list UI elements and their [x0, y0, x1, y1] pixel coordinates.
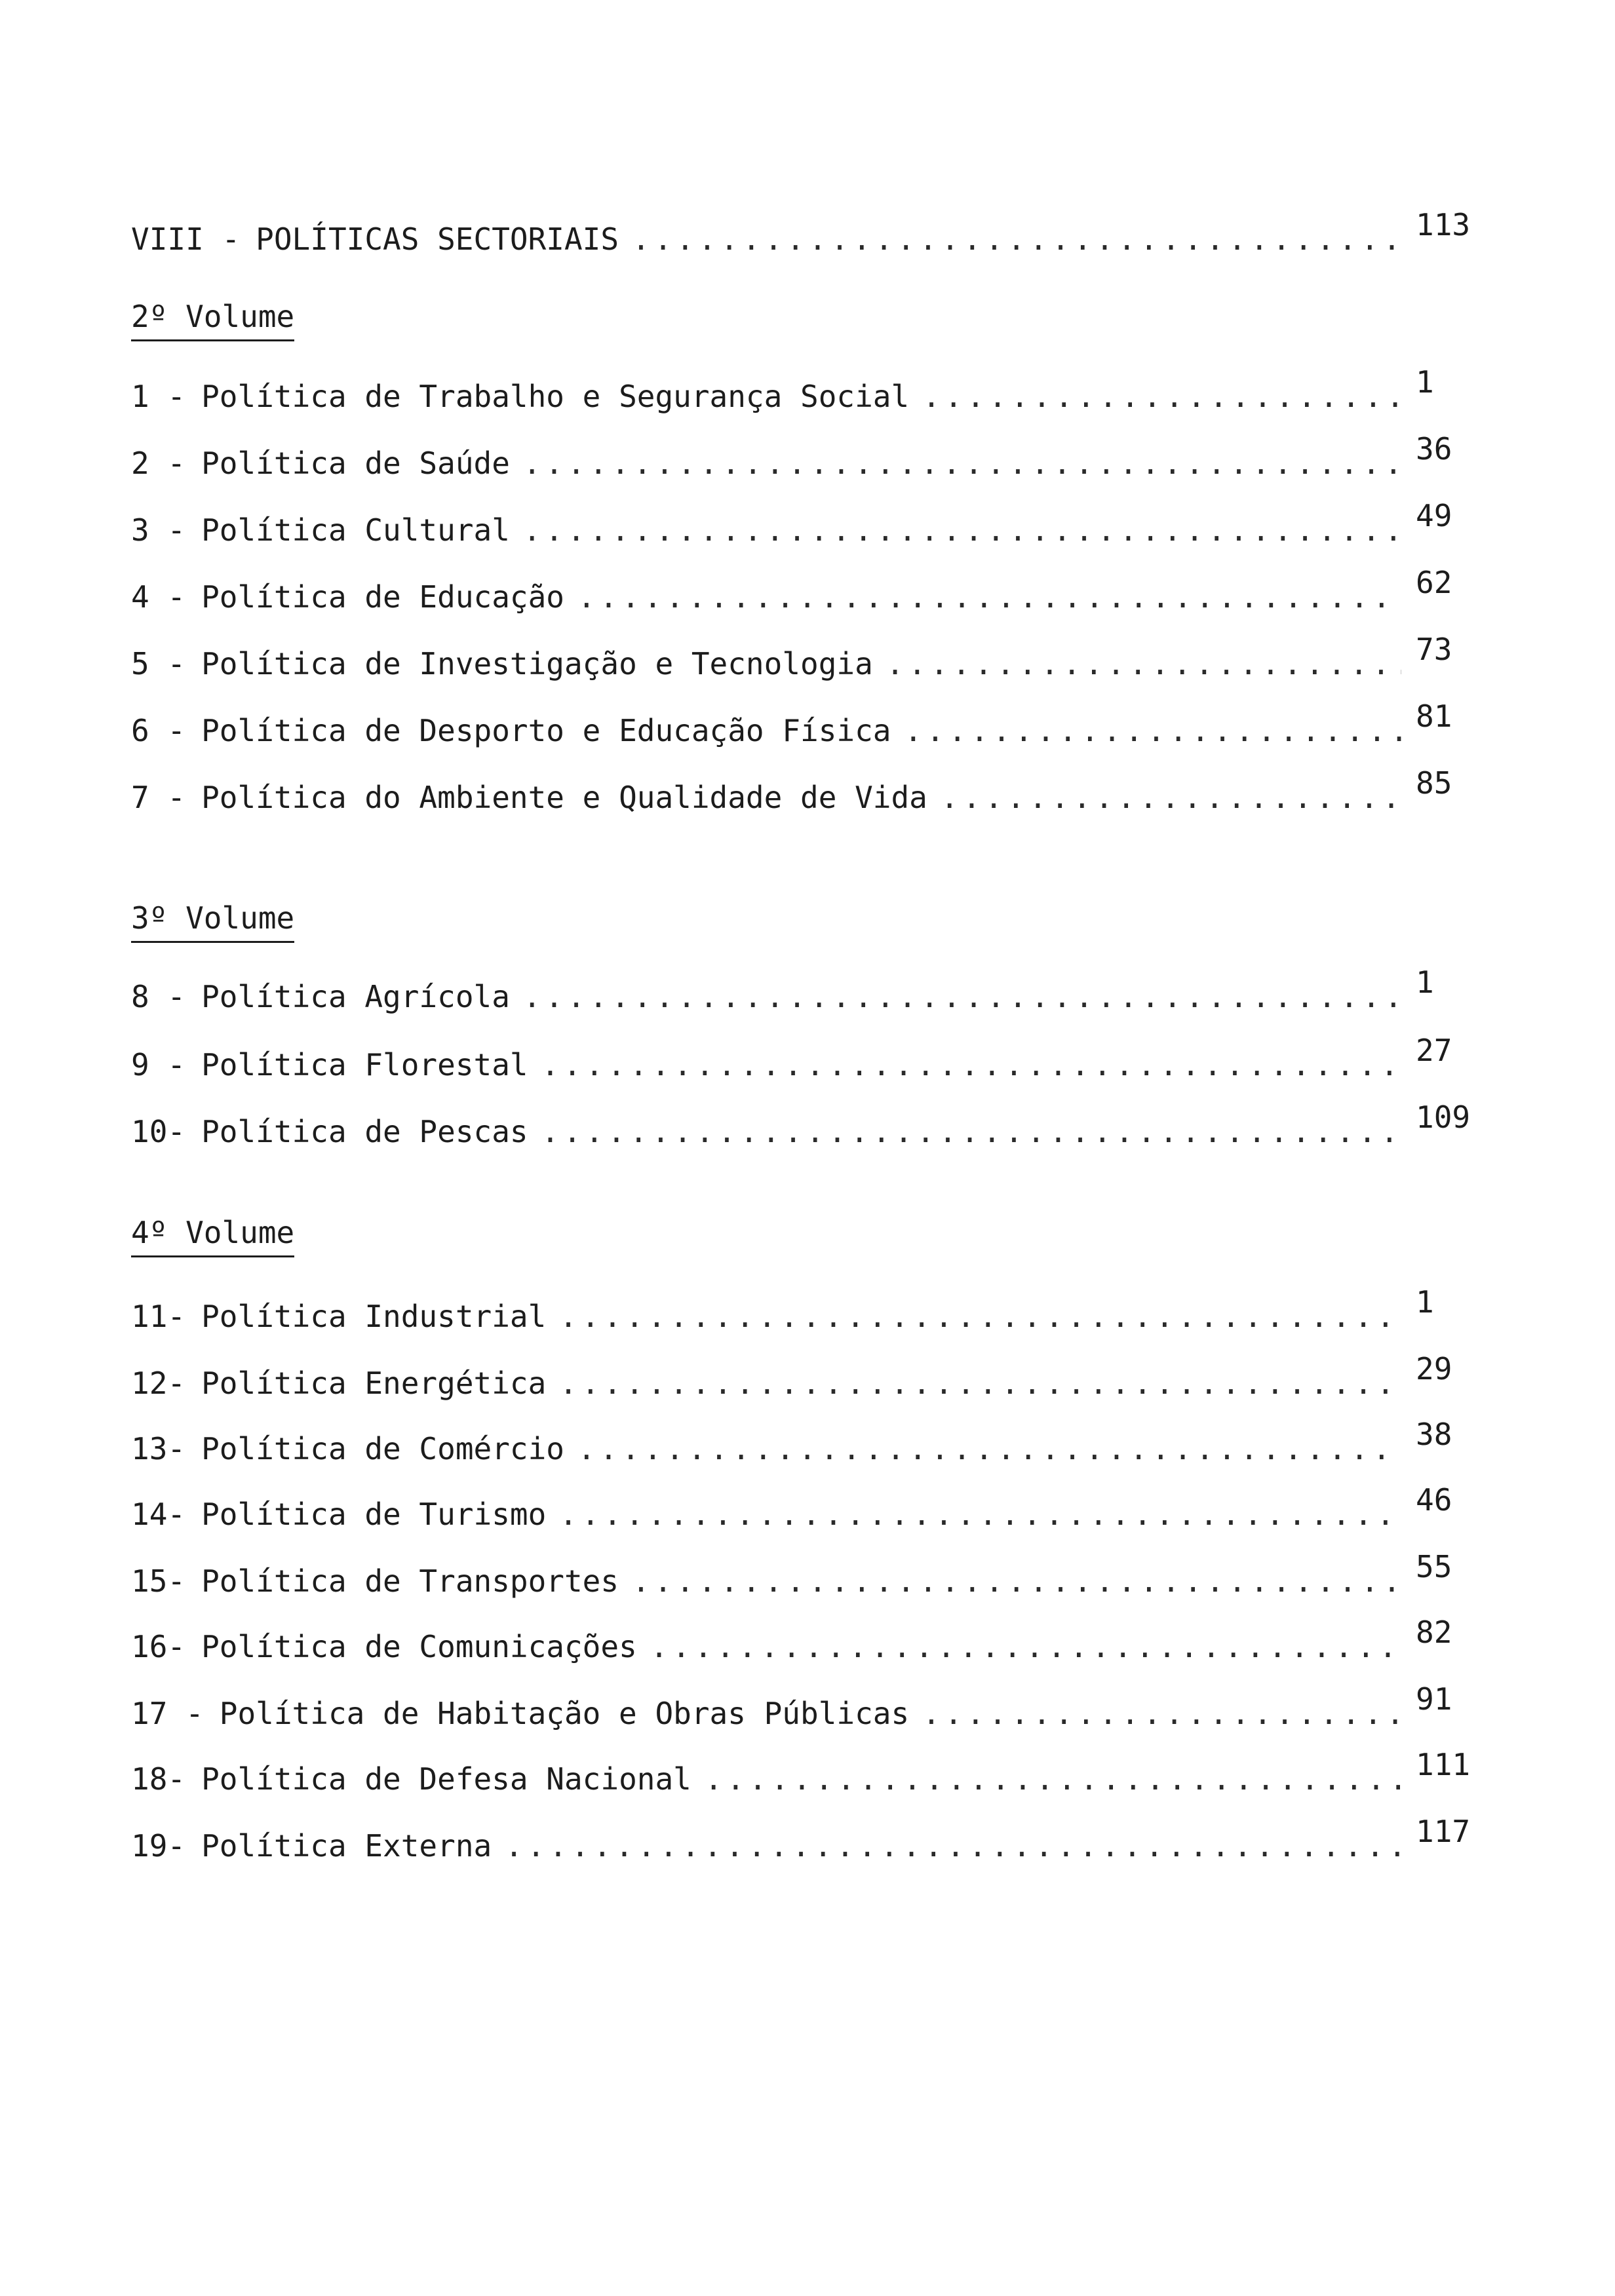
entry-number: 16- [131, 1629, 186, 1664]
dot-leader [632, 216, 1401, 262]
toc-entry [131, 965, 1494, 1020]
toc-entry [131, 1100, 1494, 1155]
toc-entry [131, 1747, 1494, 1802]
toc-entry [131, 1549, 1494, 1604]
entry-page-number: 117 [1416, 1814, 1471, 1849]
entry-page-number: 113 [1416, 207, 1471, 242]
entry-number: 15- [131, 1563, 186, 1599]
entry-number: 10- [131, 1114, 186, 1149]
dot-leader [904, 708, 1401, 754]
entry-page-number: 36 [1416, 431, 1452, 467]
entry-number: 6 - [131, 713, 186, 748]
dot-leader [523, 974, 1401, 1020]
entry-page-number: 73 [1416, 632, 1452, 667]
entry-number: 11- [131, 1299, 186, 1334]
dot-leader [559, 1360, 1401, 1406]
dot-leader [922, 1691, 1401, 1736]
entry-page-number: 1 [1416, 965, 1434, 1000]
entry-number: 2 - [131, 446, 186, 481]
entry-title: Política de Trabalho e Segurança Social [201, 379, 910, 414]
dot-leader [577, 1426, 1401, 1472]
toc-entry [131, 431, 1494, 486]
entry-title: Política de Habitação e Obras Públicas [219, 1696, 910, 1731]
entry-title: Política Cultural [201, 512, 510, 548]
entry-page-number: 49 [1416, 498, 1452, 533]
dot-leader [523, 440, 1401, 486]
entry-title: Política de Defesa Nacional [201, 1761, 691, 1797]
entry-number: 7 - [131, 780, 186, 815]
entry-page-number: 109 [1416, 1100, 1471, 1135]
toc-entry [131, 1033, 1494, 1088]
entry-title: Política de Educação [201, 579, 564, 615]
entry-title: Política Industrial [201, 1299, 547, 1334]
entry-number: VIII - [131, 221, 241, 257]
entry-title: Política de Comércio [201, 1431, 564, 1466]
entry-title: Política Energética [201, 1366, 547, 1401]
entry-page-number: 111 [1416, 1747, 1471, 1782]
entry-title: POLÍTICAS SECTORIAIS [256, 221, 619, 257]
entry-number: 13- [131, 1431, 186, 1466]
entry-number: 12- [131, 1366, 186, 1401]
entry-number: 14- [131, 1497, 186, 1532]
entry-page-number: 62 [1416, 565, 1452, 600]
entry-number: 5 - [131, 646, 186, 681]
entry-number: 1 - [131, 379, 186, 414]
toc-entry [131, 565, 1494, 620]
toc-entry [131, 1284, 1494, 1339]
toc-entry [131, 1681, 1494, 1736]
dot-leader [559, 1491, 1401, 1537]
dot-leader [650, 1624, 1401, 1670]
dot-leader [886, 641, 1401, 687]
toc-entry [131, 632, 1494, 687]
entry-title: Política de Pescas [201, 1114, 528, 1149]
entry-number: 9 - [131, 1047, 186, 1082]
entry-title: Política Florestal [201, 1047, 528, 1082]
entry-title: Política Agrícola [201, 979, 510, 1014]
toc-entry [131, 364, 1494, 419]
entry-title: Política do Ambiente e Qualidade de Vida [201, 780, 927, 815]
entry-page-number: 55 [1416, 1549, 1452, 1584]
dot-leader [523, 507, 1401, 553]
dot-leader [541, 1042, 1401, 1088]
toc-entry [131, 1615, 1494, 1670]
entry-number: 18- [131, 1761, 186, 1797]
volume-heading: 4º Volume [131, 1210, 294, 1257]
entry-title: Política Externa [201, 1828, 492, 1864]
dot-leader [505, 1823, 1401, 1869]
entry-number: 17 - [131, 1696, 204, 1731]
entry-page-number: 1 [1416, 1284, 1434, 1320]
toc-entry [131, 498, 1494, 553]
volume-heading: 3º Volume [131, 895, 294, 943]
entry-page-number: 82 [1416, 1615, 1452, 1650]
dot-leader [541, 1109, 1401, 1155]
volume-heading: 2º Volume [131, 294, 294, 341]
entry-title: Política de Comunicações [201, 1629, 637, 1664]
entry-page-number: 1 [1416, 364, 1434, 400]
toc-entry [131, 1351, 1494, 1406]
toc-entry-viii [131, 207, 1494, 262]
entry-title: Política de Desporto e Educação Física [201, 713, 891, 748]
entry-title: Política de Turismo [201, 1497, 547, 1532]
toc-entry [131, 765, 1494, 820]
dot-leader [577, 574, 1401, 620]
entry-page-number: 81 [1416, 698, 1452, 734]
toc-entry [131, 1482, 1494, 1537]
toc-entry [131, 698, 1494, 754]
toc-entry [131, 1417, 1494, 1472]
entry-title: Política de Saúde [201, 446, 510, 481]
entry-title: Política de Investigação e Tecnologia [201, 646, 873, 681]
entry-number: 8 - [131, 979, 186, 1014]
dot-leader [705, 1756, 1401, 1802]
entry-page-number: 85 [1416, 765, 1452, 801]
entry-page-number: 29 [1416, 1351, 1452, 1387]
entry-page-number: 46 [1416, 1482, 1452, 1518]
dot-leader [941, 775, 1401, 820]
entry-number: 4 - [131, 579, 186, 615]
dot-leader [559, 1293, 1401, 1339]
entry-number: 3 - [131, 512, 186, 548]
toc-entry [131, 1814, 1494, 1869]
entry-title: Política de Transportes [201, 1563, 619, 1599]
entry-page-number: 38 [1416, 1417, 1452, 1452]
entry-page-number: 27 [1416, 1033, 1452, 1068]
dot-leader [922, 373, 1401, 419]
entry-number: 19- [131, 1828, 186, 1864]
entry-page-number: 91 [1416, 1681, 1452, 1717]
dot-leader [632, 1558, 1401, 1604]
